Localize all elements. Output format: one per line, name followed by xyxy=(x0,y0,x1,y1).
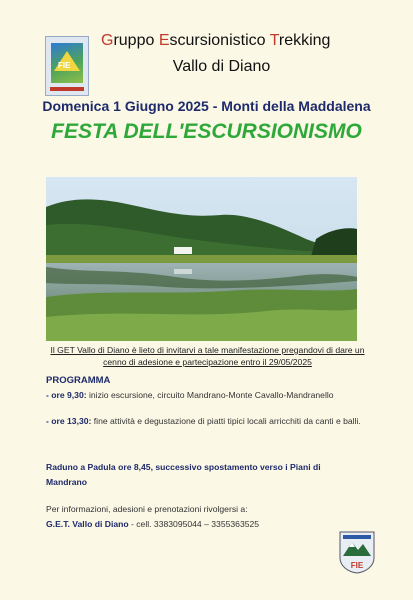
contact-info xyxy=(46,502,366,532)
org-name-line2: Vallo di Diano xyxy=(172,58,271,75)
landscape-photo xyxy=(46,177,357,341)
org-name-line1: Gruppo Escursionistico Trekking xyxy=(101,32,331,49)
programma-title: PROGRAMMA xyxy=(46,375,111,386)
programma-item-1: - ore 9,30: inizio escursione, circuito Mandrano-Monte Cavallo-Mandranello xyxy=(46,390,334,400)
fie-logo-text: FIE xyxy=(350,561,364,570)
info-line: Per informazioni, adesioni e prenotazioni rivolgersi a: xyxy=(46,504,248,514)
programma-item-2: - ore 13,30: fine attività e degustazione di piatti tipici locali arricchiti da canti e balli. xyxy=(46,416,361,426)
fie-logo-icon xyxy=(338,530,376,574)
invitation-text: Il GET Vallo di Diano è lieto di invitarvi a tale manifestazione pregandovi di dare un cenno di adesione e partecipazione entro il 29/05/2025 xyxy=(50,345,365,367)
event-title: FESTA DELL'ESCURSIONISMO xyxy=(51,120,362,143)
initial-g: G xyxy=(101,32,114,49)
raduno-text: Raduno a Padula ore 8,45, successivo spostamento verso i Piani di Mandrano xyxy=(46,462,321,487)
get-logo-icon: FIE xyxy=(45,36,89,96)
initial-e: E xyxy=(158,32,170,49)
contact-line: G.E.T. Vallo di Diano - cell. 3383095044 – 3355363525 xyxy=(46,519,260,529)
event-date-location: Domenica 1 Giugno 2025 - Monti della Maddalena xyxy=(42,98,371,114)
initial-t: T xyxy=(269,32,279,49)
